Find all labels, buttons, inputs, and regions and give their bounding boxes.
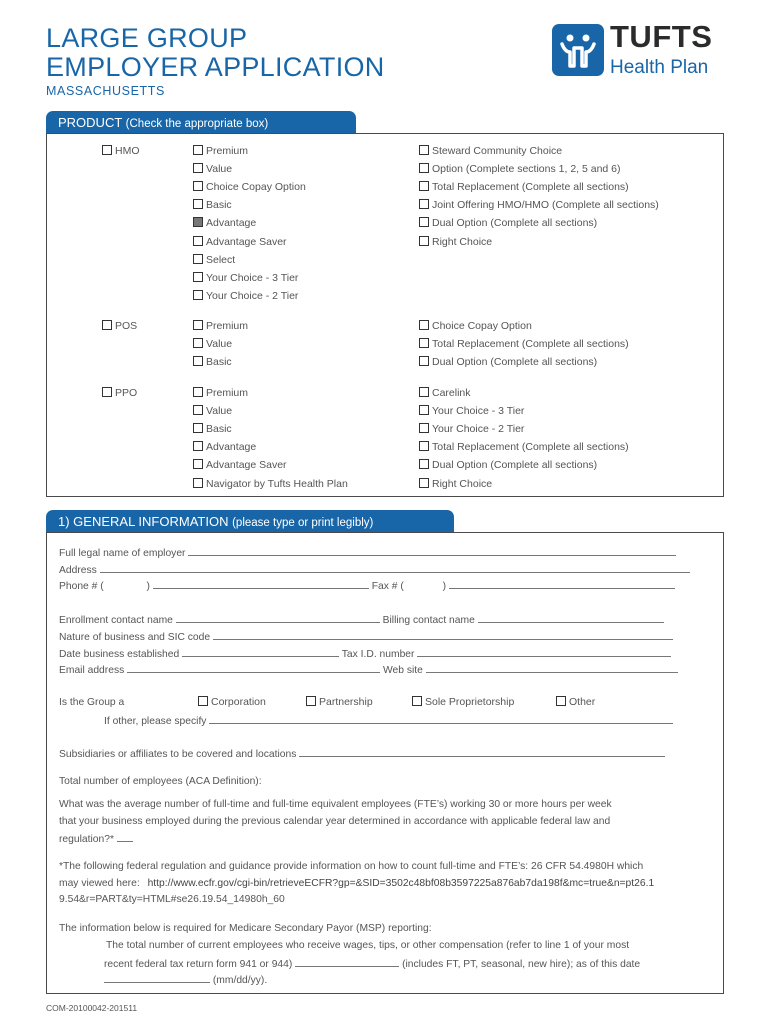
regulation-viewed-label: may viewed here: bbox=[59, 878, 140, 889]
ppo-option-1[interactable] bbox=[193, 387, 248, 399]
subsidiaries-row bbox=[59, 746, 665, 761]
hmo-option-7[interactable] bbox=[193, 254, 235, 266]
hmo-extra-option-5[interactable] bbox=[419, 217, 597, 229]
page-title-line2: EMPLOYER APPLICATION bbox=[46, 52, 385, 82]
hmo-option-1-label: Premium bbox=[206, 145, 249, 157]
email-web-row bbox=[59, 662, 678, 677]
hmo-option-2[interactable] bbox=[193, 163, 232, 175]
ppo-option-4-checkbox[interactable] bbox=[193, 441, 203, 451]
ppo-option-6-label: Navigator by Tufts Health Plan bbox=[206, 478, 348, 490]
email-label: Email address bbox=[59, 665, 125, 676]
address-row bbox=[59, 562, 690, 577]
pos-option-3-label: Basic bbox=[206, 356, 232, 368]
hmo-extra-option-1[interactable] bbox=[419, 145, 562, 157]
pos-option-1[interactable] bbox=[193, 320, 248, 332]
hmo-option-3-label: Choice Copay Option bbox=[206, 181, 306, 193]
ppo-option-1-label: Premium bbox=[206, 387, 249, 399]
hmo-extra-option-3[interactable] bbox=[419, 181, 629, 193]
regulation-link[interactable]: http://www.ecfr.gov/cgi-bin/retrieveECFR?gp=&SID=3502c48bf08b3597225a876ab7da198f&mc=true&n=pt26.1 bbox=[147, 878, 655, 889]
enrollment-contact-label: Enrollment contact name bbox=[59, 615, 173, 626]
full-legal-name-row bbox=[59, 545, 676, 560]
hmo-option-8[interactable] bbox=[193, 272, 298, 284]
hmo-option-9-checkbox[interactable] bbox=[193, 290, 203, 300]
msp-employee-count-field[interactable] bbox=[295, 956, 399, 967]
ppo-extra-option-4-checkbox[interactable] bbox=[419, 441, 429, 451]
pos-option-1-label: Premium bbox=[206, 320, 249, 332]
pos-extra-option-1-checkbox[interactable] bbox=[419, 320, 429, 330]
hmo-extra-option-1-label: Steward Community Choice bbox=[432, 145, 563, 157]
hmo-option-9-label: Your Choice - 2 Tier bbox=[206, 290, 299, 302]
fax-paren: ) bbox=[442, 581, 447, 592]
website-label: Web site bbox=[383, 665, 423, 676]
plan-pos-label: POS bbox=[115, 320, 138, 332]
product-section-tab bbox=[46, 111, 356, 133]
ppo-extra-option-3[interactable] bbox=[419, 423, 524, 435]
ppo-extra-option-5-checkbox[interactable] bbox=[419, 459, 429, 469]
ppo-extra-option-3-label: Your Choice - 2 Tier bbox=[432, 423, 525, 435]
website-field[interactable] bbox=[426, 662, 678, 673]
hmo-extra-option-4[interactable] bbox=[419, 199, 659, 211]
page-subtitle: MASSACHUSETTS bbox=[46, 84, 165, 98]
hmo-option-7-label: Select bbox=[206, 254, 236, 266]
nature-business-field[interactable] bbox=[213, 629, 673, 640]
address-field[interactable] bbox=[100, 562, 690, 573]
pos-extra-option-2-checkbox[interactable] bbox=[419, 338, 429, 348]
plan-ppo[interactable] bbox=[102, 387, 137, 399]
nature-business-row bbox=[59, 629, 673, 644]
ppo-option-2-checkbox[interactable] bbox=[193, 405, 203, 415]
tufts-people-icon bbox=[552, 24, 604, 76]
hmo-option-1-checkbox[interactable] bbox=[193, 145, 203, 155]
pos-option-2-checkbox[interactable] bbox=[193, 338, 203, 348]
hmo-extra-option-5-label: Dual Option (Complete all sections) bbox=[432, 217, 598, 229]
avg-question-line3 bbox=[59, 831, 133, 846]
regulation-line2 bbox=[59, 877, 654, 890]
group-type-1-checkbox[interactable] bbox=[198, 696, 208, 706]
msp-date-field[interactable] bbox=[104, 972, 210, 983]
phone-field[interactable] bbox=[153, 578, 369, 589]
hmo-option-4[interactable] bbox=[193, 199, 232, 211]
is-group-label: Is the Group a bbox=[59, 697, 125, 708]
hmo-extra-option-6-checkbox[interactable] bbox=[419, 236, 429, 246]
product-tab-title: PRODUCT bbox=[58, 115, 123, 130]
subsidiaries-label: Subsidiaries or affiliates to be covered and locations bbox=[59, 749, 297, 760]
billing-contact-field[interactable] bbox=[478, 612, 664, 623]
pos-extra-option-3-checkbox[interactable] bbox=[419, 356, 429, 366]
pos-extra-option-3-label: Dual Option (Complete all sections) bbox=[432, 356, 598, 368]
ppo-extra-option-6[interactable] bbox=[419, 478, 492, 490]
group-type-1[interactable] bbox=[198, 696, 266, 708]
hmo-option-6-label: Advantage Saver bbox=[206, 236, 287, 248]
tax-id-field[interactable] bbox=[417, 646, 671, 657]
subsidiaries-field[interactable] bbox=[299, 746, 665, 757]
hmo-extra-option-2[interactable] bbox=[419, 163, 621, 175]
ppo-option-5-label: Advantage Saver bbox=[206, 459, 287, 471]
pos-option-3-checkbox[interactable] bbox=[193, 356, 203, 366]
plan-hmo-checkbox[interactable] bbox=[102, 145, 112, 155]
phone-label: Phone # ( bbox=[59, 581, 104, 592]
ppo-extra-option-4[interactable] bbox=[419, 441, 629, 453]
avg-question-line1: What was the average number of full-time and full-time equivalent employees (FTE’s) working 30 or more hours per week bbox=[59, 799, 612, 810]
ppo-extra-option-6-label: Right Choice bbox=[432, 478, 493, 490]
page-title-line1: LARGE GROUP bbox=[46, 23, 248, 53]
msp-date-format: (mm/dd/yy). bbox=[212, 975, 268, 986]
msp-line2: The total number of current employees who receive wages, tips, or other compensation (refer to line 1 of your most bbox=[106, 940, 630, 951]
pos-option-2[interactable] bbox=[193, 338, 232, 350]
pos-extra-option-2-label: Total Replacement (Complete all sections) bbox=[432, 338, 629, 350]
group-type-2-label: Partnership bbox=[319, 696, 373, 708]
hmo-extra-option-3-label: Total Replacement (Complete all sections) bbox=[432, 181, 629, 193]
hmo-extra-option-3-checkbox[interactable] bbox=[419, 181, 429, 191]
hmo-extra-option-5-checkbox[interactable] bbox=[419, 217, 429, 227]
general-tab-title: 1) GENERAL INFORMATION bbox=[58, 514, 229, 529]
billing-contact-label: Billing contact name bbox=[382, 615, 475, 626]
hmo-option-8-checkbox[interactable] bbox=[193, 272, 203, 282]
plan-hmo[interactable] bbox=[102, 145, 140, 157]
ppo-option-5[interactable] bbox=[193, 459, 287, 471]
pos-extra-option-2[interactable] bbox=[419, 338, 629, 350]
hmo-extra-option-1-checkbox[interactable] bbox=[419, 145, 429, 155]
nature-business-label: Nature of business and SIC code bbox=[59, 632, 211, 643]
pos-extra-option-3[interactable] bbox=[419, 356, 597, 368]
group-type-3-label: Sole Proprietorship bbox=[425, 696, 515, 708]
avg-question-text: regulation?* bbox=[59, 834, 114, 845]
ppo-option-6-checkbox[interactable] bbox=[193, 478, 203, 488]
hmo-option-1[interactable] bbox=[193, 145, 248, 157]
hmo-extra-option-2-label: Option (Complete sections 1, 2, 5 and 6) bbox=[432, 163, 621, 175]
ppo-option-1-checkbox[interactable] bbox=[193, 387, 203, 397]
msp-line1: The information below is required for Medicare Secondary Payor (MSP) reporting: bbox=[59, 923, 432, 934]
ppo-extra-option-6-checkbox[interactable] bbox=[419, 478, 429, 488]
plan-ppo-label: PPO bbox=[115, 387, 138, 399]
ppo-extra-option-5[interactable] bbox=[419, 459, 597, 471]
ppo-option-2-label: Value bbox=[206, 405, 233, 417]
phone-fax-row bbox=[59, 578, 675, 593]
phone-paren: ) bbox=[146, 581, 150, 592]
contact-row bbox=[59, 612, 664, 627]
ppo-extra-option-4-label: Total Replacement (Complete all sections) bbox=[432, 441, 629, 453]
hmo-extra-option-6-label: Right Choice bbox=[432, 236, 493, 248]
hmo-option-2-checkbox[interactable] bbox=[193, 163, 203, 173]
plan-ppo-checkbox[interactable] bbox=[102, 387, 112, 397]
ppo-extra-option-3-checkbox[interactable] bbox=[419, 423, 429, 433]
ppo-extra-option-5-label: Dual Option (Complete all sections) bbox=[432, 459, 598, 471]
msp-line4 bbox=[104, 972, 267, 987]
hmo-extra-option-2-checkbox[interactable] bbox=[419, 163, 429, 173]
group-type-3-checkbox[interactable] bbox=[412, 696, 422, 706]
hmo-option-5-checkbox[interactable] bbox=[193, 217, 203, 227]
date-established-field[interactable] bbox=[182, 646, 339, 657]
total-employees-label: Total number of employees (ACA Definition): bbox=[59, 776, 262, 787]
hmo-extra-option-6[interactable] bbox=[419, 236, 492, 248]
group-type-2[interactable] bbox=[306, 696, 373, 708]
ppo-option-4[interactable] bbox=[193, 441, 256, 453]
ppo-option-3-checkbox[interactable] bbox=[193, 423, 203, 433]
hmo-extra-option-4-checkbox[interactable] bbox=[419, 199, 429, 209]
hmo-option-5-label: Advantage bbox=[206, 217, 257, 229]
regulation-line3[interactable]: 9.54&r=PART&ty=HTML#se26.19.54_14980h_60 bbox=[59, 894, 285, 905]
plan-pos[interactable] bbox=[102, 320, 137, 332]
hmo-option-3-checkbox[interactable] bbox=[193, 181, 203, 191]
hmo-extra-option-4-label: Joint Offering HMO/HMO (Complete all sections) bbox=[432, 199, 659, 211]
ppo-extra-option-1-label: Carelink bbox=[432, 387, 471, 399]
group-type-3[interactable] bbox=[412, 696, 514, 708]
group-type-4-checkbox[interactable] bbox=[556, 696, 566, 706]
ppo-option-6[interactable] bbox=[193, 478, 348, 490]
hmo-option-7-checkbox[interactable] bbox=[193, 254, 203, 264]
pos-extra-option-1-label: Choice Copay Option bbox=[432, 320, 532, 332]
if-other-label: If other, please specify bbox=[104, 716, 207, 727]
group-type-4[interactable] bbox=[556, 696, 595, 708]
msp-text-a: recent federal tax return form 941 or 944) bbox=[104, 959, 293, 970]
hmo-option-6-checkbox[interactable] bbox=[193, 236, 203, 246]
hmo-option-2-label: Value bbox=[206, 163, 233, 175]
hmo-option-4-label: Basic bbox=[206, 199, 232, 211]
hmo-option-4-checkbox[interactable] bbox=[193, 199, 203, 209]
pos-option-3[interactable] bbox=[193, 356, 232, 368]
ppo-option-2[interactable] bbox=[193, 405, 232, 417]
product-tab-note: (Check the appropriate box) bbox=[125, 118, 269, 130]
group-type-4-label: Other bbox=[569, 696, 596, 708]
plan-pos-checkbox[interactable] bbox=[102, 320, 112, 330]
hmo-option-8-label: Your Choice - 3 Tier bbox=[206, 272, 299, 284]
tax-id-label: Tax I.D. number bbox=[341, 649, 415, 660]
fax-label: Fax # ( bbox=[371, 581, 404, 592]
fax-field[interactable] bbox=[449, 578, 675, 589]
ppo-option-3[interactable] bbox=[193, 423, 232, 435]
group-type-1-label: Corporation bbox=[211, 696, 266, 708]
avg-question-line2: that your business employed during the previous calendar year determined in accordance with applicable federal law and bbox=[59, 816, 611, 827]
email-field[interactable] bbox=[127, 662, 380, 673]
form-code: COM-20100042-201511 bbox=[46, 1003, 138, 1013]
regulation-line1: *The following federal regulation and guidance provide information on how to count full-time and FTE’s: 26 CFR 54.4980H which bbox=[59, 861, 644, 872]
general-tab-note: (please type or print legibly) bbox=[232, 517, 374, 529]
ppo-extra-option-2-label: Your Choice - 3 Tier bbox=[432, 405, 525, 417]
hmo-option-5[interactable] bbox=[193, 217, 256, 229]
ppo-option-3-label: Basic bbox=[206, 423, 232, 435]
ppo-extra-option-1-checkbox[interactable] bbox=[419, 387, 429, 397]
logo-name: TUFTS bbox=[610, 19, 713, 54]
full-legal-name-field[interactable] bbox=[188, 545, 676, 556]
pos-option-1-checkbox[interactable] bbox=[193, 320, 203, 330]
general-info-tab bbox=[46, 510, 454, 532]
if-other-row bbox=[104, 713, 673, 728]
ppo-extra-option-1[interactable] bbox=[419, 387, 471, 399]
logo-subtitle: Health Plan bbox=[610, 57, 709, 78]
ppo-option-4-label: Advantage bbox=[206, 441, 257, 453]
if-other-field[interactable] bbox=[209, 713, 673, 724]
pos-extra-option-1[interactable] bbox=[419, 320, 532, 332]
msp-text-b: (includes FT, PT, seasonal, new hire); as of this date bbox=[402, 959, 641, 970]
date-tax-row bbox=[59, 646, 671, 661]
hmo-option-9[interactable] bbox=[193, 290, 298, 302]
enrollment-contact-field[interactable] bbox=[176, 612, 380, 623]
date-established-label: Date business established bbox=[59, 649, 180, 660]
hmo-option-3[interactable] bbox=[193, 181, 306, 193]
msp-line3 bbox=[104, 956, 640, 971]
plan-hmo-label: HMO bbox=[115, 145, 140, 157]
full-legal-name-label: Full legal name of employer bbox=[59, 548, 186, 559]
ppo-option-5-checkbox[interactable] bbox=[193, 459, 203, 469]
group-type-2-checkbox[interactable] bbox=[306, 696, 316, 706]
ppo-extra-option-2[interactable] bbox=[419, 405, 524, 417]
hmo-option-6[interactable] bbox=[193, 236, 287, 248]
avg-fte-field[interactable] bbox=[117, 831, 133, 842]
address-label: Address bbox=[59, 565, 97, 576]
pos-option-2-label: Value bbox=[206, 338, 233, 350]
ppo-extra-option-2-checkbox[interactable] bbox=[419, 405, 429, 415]
